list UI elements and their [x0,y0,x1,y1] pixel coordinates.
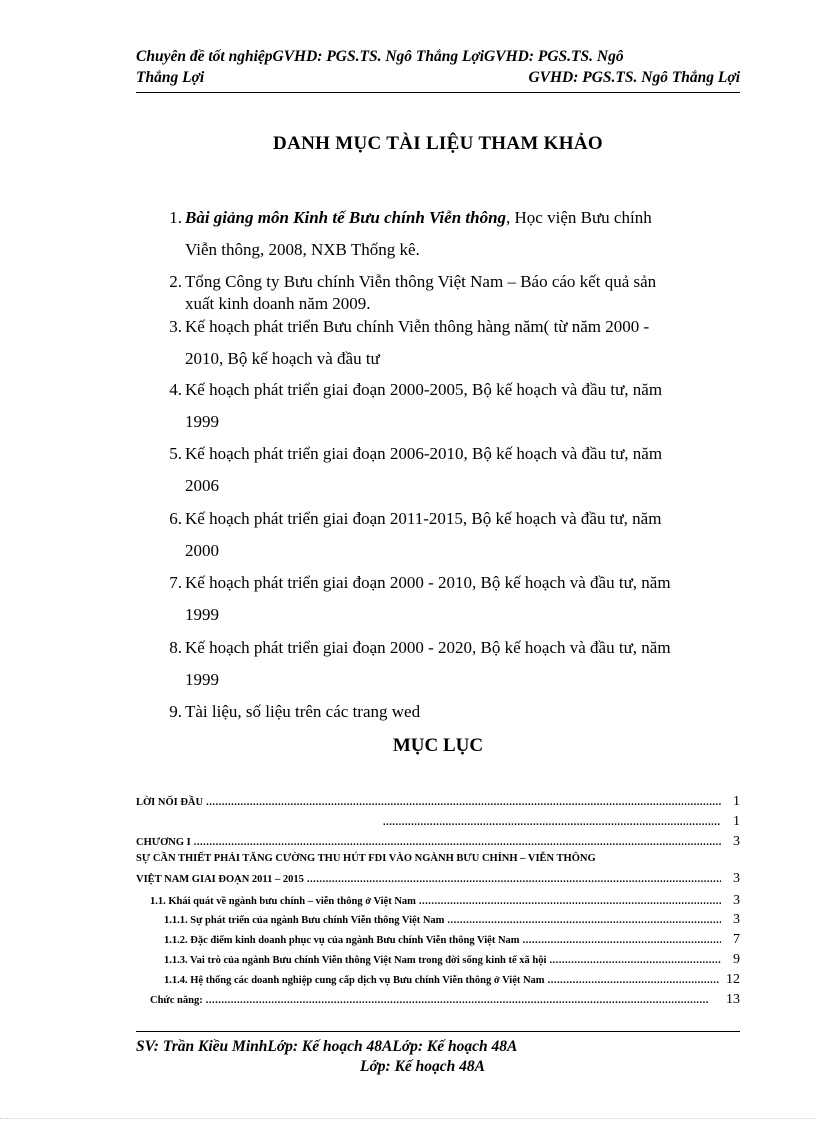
toc-page-number: 13 [726,992,740,1007]
reference-text: xuất kinh doanh năm 2009. [185,294,371,313]
reference-text: Kế hoạch phát triển giai đoạn 2000 - 2010, Bộ kế hoạch và đầu tư, năm [185,573,671,592]
toc-entry-text: CHƯƠNG I [136,837,191,848]
toc-entry[interactable] [150,893,740,909]
toc-page-number: 1 [733,814,740,829]
reference-text: Viễn thông, 2008, NXB Thống kê. [185,240,420,259]
toc-page-number: 3 [733,912,740,927]
reference-number: 1. [169,208,182,227]
toc-entry[interactable] [136,853,740,864]
toc-entry-text: 1.1.4. Hệ thống các doanh nghiệp cung cấp dịch vụ Bưu chính Viễn thông ở Việt Nam [164,975,545,986]
toc-leader [447,915,721,926]
toc-entry-text: LỜI NỐI ĐẦU [136,797,204,808]
footer-line-1: SV: Trần Kiều MinhLớp: Kế hoạch 48ALớp: Kế hoạch 48A [136,1038,518,1055]
toc-page-number: 9 [733,952,740,967]
reference-text: Tổng Công ty Bưu chính Viễn thông Việt Nam – Báo cáo kết quả sản [185,272,657,291]
toc-entry[interactable] [380,814,740,830]
footer-line-2: Lớp: Kế hoạch 48A [360,1058,485,1075]
reference-text: , Học viện Bưu chính [506,208,652,227]
toc-leader [206,995,709,1006]
toc-entry-text: Chức năng: [150,995,203,1006]
toc-entry-text: 1.1.2. Đặc điểm kinh doanh phục vụ của ngành Bưu chính Viễn thông Việt Nam [164,935,520,946]
toc-entry-text: 1.1. Khái quát về ngành bưu chính – viễn thông ở Việt Nam [150,896,416,907]
reference-text: Kế hoạch phát triển giai đoạn 2000 - 2020, Bộ kế hoạch và đầu tư, năm [185,638,671,657]
toc-page-number: 3 [733,871,740,886]
reference-text: Kế hoạch phát triển giai đoạn 2006-2010, Bộ kế hoạch và đầu tư, năm [185,444,663,463]
reference-number: 2. [169,272,182,291]
toc-page-number: 12 [726,972,740,987]
toc-leader [523,935,721,946]
toc-entry[interactable] [136,834,740,850]
reference-text: Kế hoạch phát triển giai đoạn 2011-2015, Bộ kế hoạch và đầu tư, năm [185,509,662,528]
toc-title: MỤC LỤC [392,735,484,756]
reference-text: 2006 [185,476,219,495]
toc-entry-text: SỰ CẦN THIẾT PHẢI TĂNG CƯỜNG THU HÚT FDI VÀO NGÀNH BƯU CHÍNH – VIỄN THÔNG [136,853,596,864]
reference-bold-title: Bài giảng môn Kinh tế Bưu chính Viễn thông [185,208,507,227]
reference-text: 2010, Bộ kế hoạch và đầu tư [185,349,380,368]
toc-page-number: 3 [733,893,740,908]
reference-text: Kế hoạch phát triển giai đoạn 2000-2005, Bộ kế hoạch và đầu tư, năm [185,380,663,399]
header-divider [136,92,740,93]
reference-number: 7. [169,573,182,592]
toc-leader [194,837,721,848]
toc-page-number: 7 [733,932,740,947]
page-title: DANH MỤC TÀI LIỆU THAM KHẢO [273,133,603,154]
reference-text: 1999 [185,670,219,689]
reference-number: 8. [169,638,182,657]
toc-leader [307,874,721,885]
reference-text: 1999 [185,605,219,624]
reference-text: 1999 [185,412,219,431]
toc-leader [206,797,721,808]
toc-entry[interactable] [164,972,740,988]
reference-number: 6. [169,509,182,528]
toc-entry[interactable] [136,871,740,887]
toc-entry-text: 1.1.1. Sự phát triển của ngành Bưu chính Viễn thông Việt Nam [164,915,445,926]
reference-number: 5. [169,444,182,463]
toc-leader [548,975,719,986]
toc-entry-text: VIỆT NAM GIAI ĐOẠN 2011 – 2015 [136,874,304,885]
reference-number: 3. [169,317,182,336]
header-line-2-left: Thắng Lợi [136,69,205,86]
toc-leader [549,955,721,966]
toc-entry-text: 1.1.3. Vai trò của ngành Bưu chính Viễn thông Việt Nam trong đời sống kinh tế xã hội [164,955,547,966]
toc-entry[interactable] [136,794,740,810]
footer-divider [136,1031,740,1032]
toc-leader [419,896,721,907]
reference-text: Tài liệu, số liệu trên các trang wed [185,702,421,721]
toc-entry[interactable] [164,952,740,968]
reference-text: Kế hoạch phát triển Bưu chính Viễn thông hàng năm( từ năm 2000 - [185,317,650,336]
toc-page-number: 1 [733,794,740,809]
toc-entry[interactable] [164,912,740,928]
reference-number: 9. [169,702,182,721]
toc-entry[interactable] [150,992,740,1008]
reference-number: 4. [169,380,182,399]
page-bottom-edge [0,1118,816,1119]
header-line-2-right: GVHD: PGS.TS. Ngô Thắng Lợi [528,69,740,86]
toc-page-number: 3 [733,834,740,849]
toc-entry[interactable] [164,932,740,948]
header-line-1: Chuyên đề tốt nghiệpGVHD: PGS.TS. Ngô Thắng LợiGVHD: PGS.TS. Ngô [136,48,624,65]
toc-leader [383,817,721,828]
reference-text: 2000 [185,541,219,560]
